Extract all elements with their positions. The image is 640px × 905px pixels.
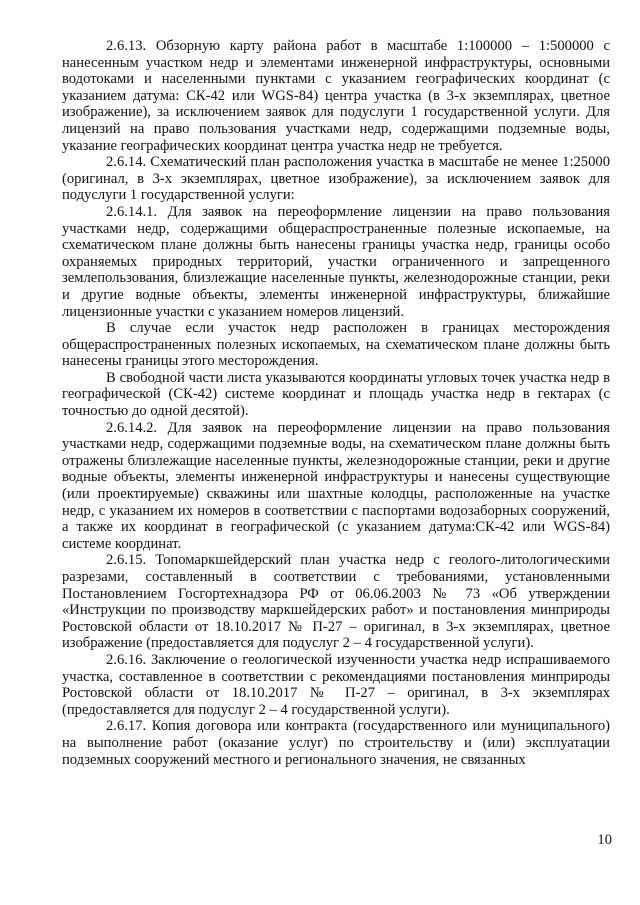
paragraph-2-6-14-1: 2.6.14.1. Для заявок на переоформление лицензии на право пользования участками недр, содержащими общераспространенные полезные ископаемые, на схематическом плане должны быть нанесены границы участка недр, границы особо охраняемых природных территорий, участки ограниченного и запрещенного землепользования, близлежащие населенные пункты, железнодорожные станции, реки и другие водные объекты, элементы инженерной инфраструктуры, ближайшие лицензионные участки с указанием номеров лицензий. <box>62 203 610 320</box>
paragraph-deposit-boundaries: В случае если участок недр расположен в границах месторождения общераспространенных полезных ископаемых, на схематическом плане должны быть нанесены границы этого месторождения. <box>62 320 610 370</box>
paragraph-2-6-13: 2.6.13. Обзорную карту района работ в масштабе 1:100000 – 1:500000 с нанесенным участком недр и элементами инженерной инфраструктуры, основными водотоками и населенными пунктами с указанием географических координат (с указанием датума: СК-42 или WGS-84) центра участка (в 3-х экземплярах, цветное изображение), за исключением заявок для подуслуги 1 государственной услуги. Для лицензий на право пользования участками недр, содержащими подземные воды, указание географических координат центра участка недр не требуется. <box>62 38 610 154</box>
page-number: 10 <box>597 832 612 848</box>
paragraph-2-6-15: 2.6.15. Топомаркшейдерский план участка недр с геолого-литологическими разрезами, составленный в соответствии с требованиями, установленными Постановлением Госгортехнадзора РФ от 06.06.2003 № 73 «Об утверждении «Инструкции по производству маркшейдерских работ» и постановления минприроды Ростовской области от 18.10.2017 № П-27 – оригинал, в 3-х экземплярах, цветное изображение (предоставляется для подуслуг 2 – 4 государственной услуги). <box>62 552 610 652</box>
paragraph-2-6-16: 2.6.16. Заключение о геологической изученности участка недр испрашиваемого участка, составленное в соответствии с рекомендациями постановления минприроды Ростовской области от 18.10.2017 № П-27 – оригинал, в 3-х экземплярах (предоставляется для подуслуг 2 – 4 государственной услуги). <box>62 651 610 718</box>
document-body <box>62 38 610 768</box>
paragraph-2-6-14-2: 2.6.14.2. Для заявок на переоформление лицензии на право пользования участками недр, содержащими подземные воды, на схематическом плане должны быть отражены близлежащие населенные пункты, железнодорожные станции, реки и другие водные объекты, элементы инженерной инфраструктуры и нанесены существующие (или проектируемые) скважины или шахтные колодцы, расположенные на участке недр, с указанием их номеров в соответствии с паспортами водозаборных сооружений, а также их координат в географической (с указанием датума:СК-42 или WGS-84) системе координат. <box>62 419 610 552</box>
paragraph-2-6-14: 2.6.14. Схематический план расположения участка в масштабе не менее 1:25000 (оригинал, в 3-х экземплярах, цветное изображение), за исключением заявок для подуслуги 1 государственной услуги: <box>62 154 610 204</box>
paragraph-2-6-17: 2.6.17. Копия договора или контракта (государственного или муниципального) на выполнение работ (оказание услуг) по строительству и (или) эксплуатации подземных сооружений местного и регионального значения, не связанных <box>62 718 610 768</box>
paragraph-corner-coordinates: В свободной части листа указываются координаты угловых точек участка недр в географической (СК-42) системе координат и площадь участка недр в гектарах (с точностью до одной десятой). <box>62 369 610 420</box>
